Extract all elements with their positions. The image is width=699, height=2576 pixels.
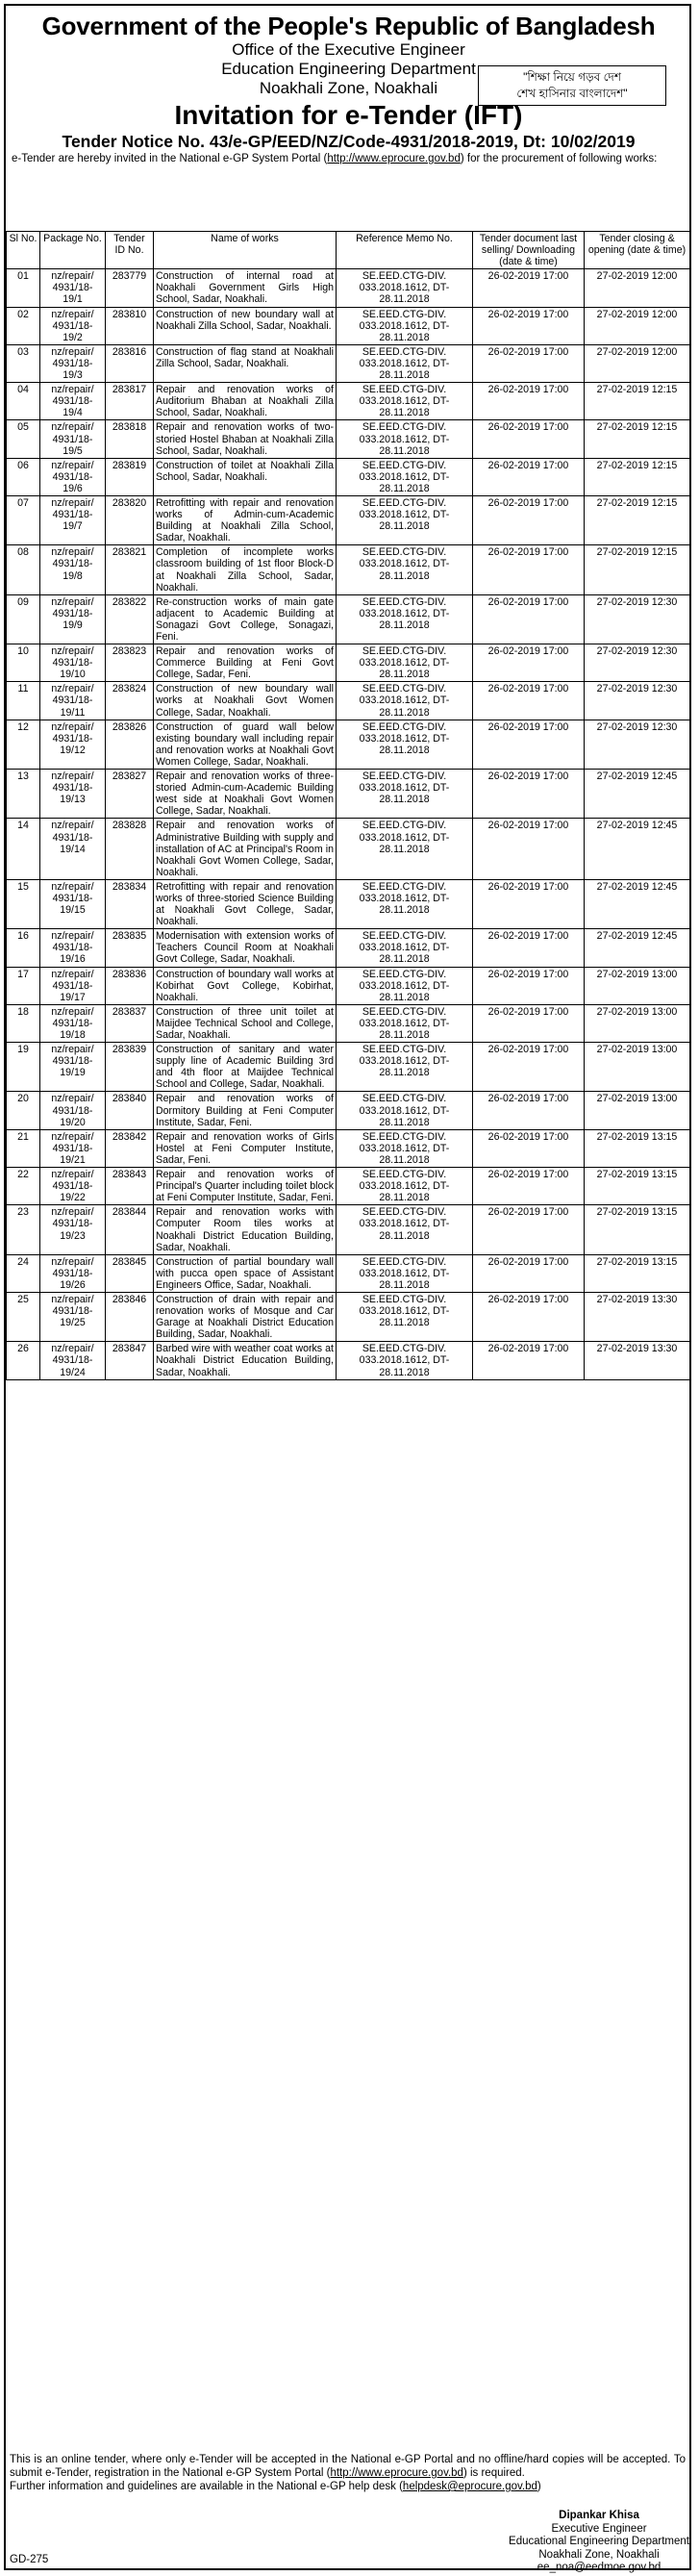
reference-memo-cell: SE.EED.CTG-DIV. 033.2018.1612, DT-28.11.2018 — [337, 1342, 473, 1379]
header-name-of-works: Name of works — [154, 232, 337, 269]
tender-id-cell: 283810 — [106, 307, 154, 344]
closing-date-cell: 27-02-2019 12:00 — [585, 269, 690, 307]
table-row — [7, 545, 690, 594]
intro-paragraph — [10, 152, 687, 165]
work-name-cell: Repair and renovation works of two-storied Hostel Bhaban at Noakhali Zilla School, Sadar, Noakhali. — [154, 420, 337, 458]
table-row — [7, 1168, 690, 1205]
reference-memo-cell: SE.EED.CTG-DIV. 033.2018.1612, DT-28.11.2018 — [337, 1254, 473, 1292]
work-name-cell: Retrofitting with repair and renovation works of Admin-cum-Academic Building at Noakhali Zilla School, Sadar, Noakhali. — [154, 495, 337, 544]
package-cell: nz/repair/ 4931/18- 19/25 — [40, 1292, 106, 1341]
sl-cell: 07 — [7, 495, 40, 544]
package-cell: nz/repair/ 4931/18- 19/22 — [40, 1168, 106, 1205]
selling-date-cell: 26-02-2019 17:00 — [473, 420, 585, 458]
work-name-cell: Repair and renovation works with Computer Room tiles works at Noakhali District Education Building, Sadar, Noakhali. — [154, 1205, 337, 1254]
eprocure-link[interactable]: http://www.eprocure.gov.bd — [327, 153, 461, 164]
header-reference-memo: Reference Memo No. — [337, 232, 473, 269]
selling-date-cell: 26-02-2019 17:00 — [473, 383, 585, 420]
work-name-cell: Repair and renovation works of Commerce Building at Feni Govt College, Sadar, Feni. — [154, 644, 337, 682]
selling-date-cell: 26-02-2019 17:00 — [473, 1254, 585, 1292]
table-row — [7, 929, 690, 967]
header-last-selling: Tender document last selling/ Downloading (date & time) — [473, 232, 585, 269]
tender-notice-number: Tender Notice No. 43/e-GP/EED/NZ/Code-4931/2018-2019, Dt: 10/02/2019 — [62, 132, 636, 151]
table-row — [7, 1254, 690, 1292]
office-line-2: Education Engineering Department — [221, 60, 476, 78]
closing-date-cell: 27-02-2019 13:00 — [585, 1092, 690, 1129]
sl-cell: 22 — [7, 1168, 40, 1205]
sl-cell: 20 — [7, 1092, 40, 1129]
work-name-cell: Construction of new boundary wall works at Noakhali Govt Women College, Sadar, Noakhali. — [154, 682, 337, 720]
work-name-cell: Repair and renovation works of Girls Hostel at Feni Computer Institute, Sadar, Feni. — [154, 1129, 337, 1167]
tender-id-cell: 283824 — [106, 682, 154, 720]
work-name-cell: Repair and renovation works of Administrative Building with supply and installation of AC at Principal's Room in Noakhali Govt Women College, Sadar, Noakhali. — [154, 819, 337, 879]
table-row — [7, 682, 690, 720]
reference-memo-cell: SE.EED.CTG-DIV. 033.2018.1612, DT-28.11.2018 — [337, 819, 473, 879]
package-cell: nz/repair/ 4931/18- 19/21 — [40, 1129, 106, 1167]
sl-cell: 04 — [7, 383, 40, 420]
footer-notes — [10, 2453, 686, 2493]
sl-cell: 06 — [7, 458, 40, 495]
package-cell: nz/repair/ 4931/18- 19/7 — [40, 495, 106, 544]
tender-id-cell: 283842 — [106, 1129, 154, 1167]
table-row — [7, 1342, 690, 1379]
signatory-name: Dipankar Khisa — [559, 2510, 639, 2521]
sl-cell: 12 — [7, 720, 40, 769]
reference-memo-cell: SE.EED.CTG-DIV. 033.2018.1612, DT-28.11.2018 — [337, 545, 473, 594]
online-tender-note — [10, 2453, 686, 2480]
reference-memo-cell: SE.EED.CTG-DIV. 033.2018.1612, DT-28.11.2018 — [337, 344, 473, 382]
sl-cell: 14 — [7, 819, 40, 879]
intro-text: e-Tender are hereby invited in the National e-GP System Portal ( — [12, 153, 328, 164]
package-cell: nz/repair/ 4931/18- 19/3 — [40, 344, 106, 382]
tender-id-cell: 283845 — [106, 1254, 154, 1292]
signatory-email: ee_noa@eedmoe.gov.bd — [537, 2562, 662, 2573]
reference-memo-cell: SE.EED.CTG-DIV. 033.2018.1612, DT-28.11.2018 — [337, 1205, 473, 1254]
signatory-title: Executive Engineer — [551, 2522, 647, 2535]
work-name-cell: Modernisation with extension works of Teachers Council Room at Noakhali Govt College, Sadar, Noakhali. — [154, 929, 337, 967]
package-cell: nz/repair/ 4931/18- 19/6 — [40, 458, 106, 495]
sl-cell: 16 — [7, 929, 40, 967]
reference-memo-cell: SE.EED.CTG-DIV. 033.2018.1612, DT-28.11.2018 — [337, 929, 473, 967]
work-name-cell: Construction of guard wall below existing boundary wall including repair and renovation works at Noakhali Govt Women College, Sadar, Noakhali. — [154, 720, 337, 769]
tender-id-cell: 283837 — [106, 1004, 154, 1042]
helpdesk-text-end: ) — [537, 2481, 541, 2492]
table-row — [7, 770, 690, 819]
tender-id-cell: 283839 — [106, 1043, 154, 1092]
work-name-cell: Construction of toilet at Noakhali Zilla School, Sadar, Noakhali. — [154, 458, 337, 495]
work-name-cell: Repair and renovation works of Principal's Quarter including toilet block at Feni Computer Institute, Sadar, Feni. — [154, 1168, 337, 1205]
sl-cell: 26 — [7, 1342, 40, 1379]
work-name-cell: Construction of boundary wall works at Kobirhat Govt College, Kobirhat, Noakhali. — [154, 967, 337, 1004]
tender-id-cell: 283818 — [106, 420, 154, 458]
reference-memo-cell: SE.EED.CTG-DIV. 033.2018.1612, DT-28.11.2018 — [337, 420, 473, 458]
tender-id-cell: 283835 — [106, 929, 154, 967]
header-sl: Sl No. — [7, 232, 40, 269]
selling-date-cell: 26-02-2019 17:00 — [473, 269, 585, 307]
selling-date-cell: 26-02-2019 17:00 — [473, 545, 585, 594]
package-cell: nz/repair/ 4931/18- 19/13 — [40, 770, 106, 819]
table-row — [7, 307, 690, 344]
sl-cell: 10 — [7, 644, 40, 682]
selling-date-cell: 26-02-2019 17:00 — [473, 495, 585, 544]
tender-id-cell: 283828 — [106, 819, 154, 879]
selling-date-cell: 26-02-2019 17:00 — [473, 1043, 585, 1092]
tender-id-cell: 283821 — [106, 545, 154, 594]
closing-date-cell: 27-02-2019 13:15 — [585, 1129, 690, 1167]
selling-date-cell: 26-02-2019 17:00 — [473, 307, 585, 344]
table-row — [7, 495, 690, 544]
tender-id-cell: 283826 — [106, 720, 154, 769]
closing-date-cell: 27-02-2019 12:15 — [585, 420, 690, 458]
work-name-cell: Construction of three unit toilet at Maijdee Technical School and College, Sadar, Noakhali. — [154, 1004, 337, 1042]
table-row — [7, 967, 690, 1004]
reference-memo-cell: SE.EED.CTG-DIV. 033.2018.1612, DT-28.11.2018 — [337, 770, 473, 819]
reference-memo-cell: SE.EED.CTG-DIV. 033.2018.1612, DT-28.11.2018 — [337, 720, 473, 769]
office-line-3: Noakhali Zone, Noakhali — [259, 79, 438, 97]
tender-table — [6, 231, 690, 1380]
selling-date-cell: 26-02-2019 17:00 — [473, 344, 585, 382]
package-cell: nz/repair/ 4931/18- 19/19 — [40, 1043, 106, 1092]
sl-cell: 19 — [7, 1043, 40, 1092]
work-name-cell: Repair and renovation works of Dormitory Building at Feni Computer Institute, Sadar, Feni. — [154, 1092, 337, 1129]
tender-id-cell: 283844 — [106, 1205, 154, 1254]
selling-date-cell: 26-02-2019 17:00 — [473, 1092, 585, 1129]
table-row — [7, 1129, 690, 1167]
table-row — [7, 720, 690, 769]
tender-id-cell: 283823 — [106, 644, 154, 682]
closing-date-cell: 27-02-2019 12:15 — [585, 545, 690, 594]
selling-date-cell: 26-02-2019 17:00 — [473, 1342, 585, 1379]
package-cell: nz/repair/ 4931/18- 19/1 — [40, 269, 106, 307]
selling-date-cell: 26-02-2019 17:00 — [473, 929, 585, 967]
tender-id-cell: 283827 — [106, 770, 154, 819]
closing-date-cell: 27-02-2019 12:30 — [585, 644, 690, 682]
closing-date-cell: 27-02-2019 12:00 — [585, 307, 690, 344]
closing-date-cell: 27-02-2019 12:45 — [585, 770, 690, 819]
tender-id-cell: 283843 — [106, 1168, 154, 1205]
work-name-cell: Barbed wire with weather coat works at Noakhali District Education Building, Sadar, Noakhali. — [154, 1342, 337, 1379]
tender-id-cell: 283822 — [106, 594, 154, 644]
work-name-cell: Repair and renovation works of three-storied Admin-cum-Academic Building west side at Noakhali Govt Women College, Sadar, Noakhali. — [154, 770, 337, 819]
table-header-row — [7, 232, 690, 269]
motto-box — [478, 65, 666, 106]
package-cell: nz/repair/ 4931/18- 19/20 — [40, 1092, 106, 1129]
tender-id-cell: 283840 — [106, 1092, 154, 1129]
selling-date-cell: 26-02-2019 17:00 — [473, 720, 585, 769]
reference-memo-cell: SE.EED.CTG-DIV. 033.2018.1612, DT-28.11.2018 — [337, 1004, 473, 1042]
package-cell: nz/repair/ 4931/18- 19/9 — [40, 594, 106, 644]
work-name-cell: Construction of sanitary and water supply line of Academic Building 3rd and 4th floor at Maijdee Technical School and College, Sadar, Noakhali. — [154, 1043, 337, 1092]
tender-id-cell: 283816 — [106, 344, 154, 382]
header-closing-opening: Tender closing & opening (date & time) — [585, 232, 690, 269]
motto-line-2: শেখ হাসিনার বাংলাদেশ" — [516, 87, 628, 100]
table-row — [7, 644, 690, 682]
work-name-cell: Construction of new boundary wall at Noakhali Zilla School, Sadar, Noakhali. — [154, 307, 337, 344]
sl-cell: 08 — [7, 545, 40, 594]
signatory-zone: Noakhali Zone, Noakhali — [538, 2548, 660, 2561]
tender-id-cell: 283819 — [106, 458, 154, 495]
package-cell: nz/repair/ 4931/18- 19/17 — [40, 967, 106, 1004]
online-tender-text-end: ) is required. — [462, 2467, 525, 2479]
tender-id-cell: 283779 — [106, 269, 154, 307]
sl-cell: 11 — [7, 682, 40, 720]
sl-cell: 25 — [7, 1292, 40, 1341]
sl-cell: 17 — [7, 967, 40, 1004]
intro-text-end: ) for the procurement of following works: — [460, 153, 658, 164]
tender-id-cell: 283817 — [106, 383, 154, 420]
helpdesk-text: Further information and guidelines are available in the National e-GP help desk ( — [10, 2481, 403, 2492]
package-cell: nz/repair/ 4931/18- 19/2 — [40, 307, 106, 344]
reference-memo-cell: SE.EED.CTG-DIV. 033.2018.1612, DT-28.11.2018 — [337, 307, 473, 344]
work-name-cell: Re-construction works of main gate adjacent to Academic Building at Sonagazi Govt College, Sonagazi, Feni. — [154, 594, 337, 644]
selling-date-cell: 26-02-2019 17:00 — [473, 819, 585, 879]
closing-date-cell: 27-02-2019 13:15 — [585, 1168, 690, 1205]
work-name-cell: Construction of partial boundary wall with pucca open space of Assistant Engineers Office, Sadar, Noakhali. — [154, 1254, 337, 1292]
signature-block — [509, 2510, 689, 2575]
signatory-dept: Educational Engineering Department — [509, 2536, 689, 2547]
tender-id-cell: 283834 — [106, 879, 154, 928]
table-row — [7, 879, 690, 928]
closing-date-cell: 27-02-2019 12:45 — [585, 819, 690, 879]
closing-date-cell: 27-02-2019 12:30 — [585, 720, 690, 769]
reference-memo-cell: SE.EED.CTG-DIV. 033.2018.1612, DT-28.11.2018 — [337, 495, 473, 544]
office-line-1: Office of the Executive Engineer — [232, 40, 465, 59]
selling-date-cell: 26-02-2019 17:00 — [473, 594, 585, 644]
table-row — [7, 819, 690, 879]
sl-cell: 23 — [7, 1205, 40, 1254]
selling-date-cell: 26-02-2019 17:00 — [473, 879, 585, 928]
sl-cell: 24 — [7, 1254, 40, 1292]
closing-date-cell: 27-02-2019 13:30 — [585, 1342, 690, 1379]
package-cell: nz/repair/ 4931/18- 19/11 — [40, 682, 106, 720]
reference-memo-cell: SE.EED.CTG-DIV. 033.2018.1612, DT-28.11.2018 — [337, 1043, 473, 1092]
reference-memo-cell: SE.EED.CTG-DIV. 033.2018.1612, DT-28.11.2018 — [337, 594, 473, 644]
table-row — [7, 420, 690, 458]
closing-date-cell: 27-02-2019 13:00 — [585, 1043, 690, 1092]
tender-id-cell: 283847 — [106, 1342, 154, 1379]
reference-memo-cell: SE.EED.CTG-DIV. 033.2018.1612, DT-28.11.2018 — [337, 1092, 473, 1129]
work-name-cell: Construction of drain with repair and renovation works of Mosque and Car Garage at Noakhali District Education Building, Sadar, Noakhali. — [154, 1292, 337, 1341]
package-cell: nz/repair/ 4931/18- 19/26 — [40, 1254, 106, 1292]
table-row — [7, 269, 690, 307]
package-cell: nz/repair/ 4931/18- 19/15 — [40, 879, 106, 928]
selling-date-cell: 26-02-2019 17:00 — [473, 1292, 585, 1341]
sl-cell: 09 — [7, 594, 40, 644]
tender-id-cell: 283846 — [106, 1292, 154, 1341]
reference-memo-cell: SE.EED.CTG-DIV. 033.2018.1612, DT-28.11.2018 — [337, 269, 473, 307]
sl-cell: 13 — [7, 770, 40, 819]
package-cell: nz/repair/ 4931/18- 19/18 — [40, 1004, 106, 1042]
tender-id-cell: 283820 — [106, 495, 154, 544]
table-row — [7, 1205, 690, 1254]
reference-memo-cell: SE.EED.CTG-DIV. 033.2018.1612, DT-28.11.2018 — [337, 644, 473, 682]
reference-memo-cell: SE.EED.CTG-DIV. 033.2018.1612, DT-28.11.2018 — [337, 458, 473, 495]
closing-date-cell: 27-02-2019 12:15 — [585, 495, 690, 544]
package-cell: nz/repair/ 4931/18- 19/16 — [40, 929, 106, 967]
work-name-cell: Construction of internal road at Noakhali Government Girls High School, Sadar, Noakhali. — [154, 269, 337, 307]
sl-cell: 21 — [7, 1129, 40, 1167]
selling-date-cell: 26-02-2019 17:00 — [473, 1004, 585, 1042]
closing-date-cell: 27-02-2019 13:00 — [585, 967, 690, 1004]
footer-eprocure-link[interactable]: http://www.eprocure.gov.bd — [330, 2467, 463, 2479]
sl-cell: 18 — [7, 1004, 40, 1042]
closing-date-cell: 27-02-2019 12:15 — [585, 383, 690, 420]
package-cell: nz/repair/ 4931/18- 19/14 — [40, 819, 106, 879]
closing-date-cell: 27-02-2019 13:30 — [585, 1292, 690, 1341]
table-row — [7, 1043, 690, 1092]
closing-date-cell: 27-02-2019 13:15 — [585, 1254, 690, 1292]
reference-memo-cell: SE.EED.CTG-DIV. 033.2018.1612, DT-28.11.2018 — [337, 1292, 473, 1341]
header-package: Package No. — [40, 232, 106, 269]
work-name-cell: Repair and renovation works of Auditorium Bhaban at Noakhali Zilla School, Sadar, Noakhali. — [154, 383, 337, 420]
package-cell: nz/repair/ 4931/18- 19/23 — [40, 1205, 106, 1254]
work-name-cell: Retrofitting with repair and renovation works of three-storied Science Building at Noakhali Govt College, Sadar, Noakhali. — [154, 879, 337, 928]
helpdesk-note — [10, 2480, 686, 2493]
table-row — [7, 594, 690, 644]
selling-date-cell: 26-02-2019 17:00 — [473, 458, 585, 495]
selling-date-cell: 26-02-2019 17:00 — [473, 644, 585, 682]
selling-date-cell: 26-02-2019 17:00 — [473, 1205, 585, 1254]
reference-memo-cell: SE.EED.CTG-DIV. 033.2018.1612, DT-28.11.2018 — [337, 1168, 473, 1205]
closing-date-cell: 27-02-2019 12:00 — [585, 344, 690, 382]
work-name-cell: Construction of flag stand at Noakhali Zilla School, Sadar, Noakhali. — [154, 344, 337, 382]
table-row — [7, 1092, 690, 1129]
sl-cell: 15 — [7, 879, 40, 928]
sl-cell: 03 — [7, 344, 40, 382]
closing-date-cell: 27-02-2019 12:30 — [585, 594, 690, 644]
selling-date-cell: 26-02-2019 17:00 — [473, 1168, 585, 1205]
sl-cell: 05 — [7, 420, 40, 458]
helpdesk-email-link[interactable]: helpdesk@eprocure.gov.bd — [402, 2481, 537, 2492]
table-row — [7, 383, 690, 420]
tender-id-cell: 283836 — [106, 967, 154, 1004]
page-title: Invitation for e-Tender (IFT) — [174, 100, 523, 130]
table-row — [7, 1004, 690, 1042]
closing-date-cell: 27-02-2019 13:15 — [585, 1205, 690, 1254]
online-tender-text: This is an online tender, where only e-Tender will be accepted in the National e-GP Portal and no offline/hard copies will be accepted. To submit e-Tender, registration in the National e-GP System Portal ( — [10, 2454, 686, 2479]
closing-date-cell: 27-02-2019 12:45 — [585, 929, 690, 967]
package-cell: nz/repair/ 4931/18- 19/10 — [40, 644, 106, 682]
motto-line-1: "শিক্ষা নিয়ে গড়ব দেশ — [523, 70, 621, 84]
reference-memo-cell: SE.EED.CTG-DIV. 033.2018.1612, DT-28.11.2018 — [337, 383, 473, 420]
gd-code: GD-275 — [10, 2554, 49, 2565]
package-cell: nz/repair/ 4931/18- 19/4 — [40, 383, 106, 420]
package-cell: nz/repair/ 4931/18- 19/5 — [40, 420, 106, 458]
government-title: Government of the People's Republic of Bangladesh — [41, 12, 656, 40]
table-row — [7, 1292, 690, 1341]
selling-date-cell: 26-02-2019 17:00 — [473, 770, 585, 819]
work-name-cell: Completion of incomplete works classroom building of 1st floor Block-D at Noakhali Zilla School, Sadar, Noakhali. — [154, 545, 337, 594]
header-tender-id: Tender ID No. — [106, 232, 154, 269]
table-row — [7, 458, 690, 495]
selling-date-cell: 26-02-2019 17:00 — [473, 1129, 585, 1167]
closing-date-cell: 27-02-2019 12:30 — [585, 682, 690, 720]
selling-date-cell: 26-02-2019 17:00 — [473, 967, 585, 1004]
reference-memo-cell: SE.EED.CTG-DIV. 033.2018.1612, DT-28.11.2018 — [337, 967, 473, 1004]
reference-memo-cell: SE.EED.CTG-DIV. 033.2018.1612, DT-28.11.2018 — [337, 1129, 473, 1167]
closing-date-cell: 27-02-2019 12:45 — [585, 879, 690, 928]
closing-date-cell: 27-02-2019 13:00 — [585, 1004, 690, 1042]
closing-date-cell: 27-02-2019 12:15 — [585, 458, 690, 495]
package-cell: nz/repair/ 4931/18- 19/8 — [40, 545, 106, 594]
reference-memo-cell: SE.EED.CTG-DIV. 033.2018.1612, DT-28.11.2018 — [337, 879, 473, 928]
table-row — [7, 344, 690, 382]
package-cell: nz/repair/ 4931/18- 19/12 — [40, 720, 106, 769]
reference-memo-cell: SE.EED.CTG-DIV. 033.2018.1612, DT-28.11.2018 — [337, 682, 473, 720]
sl-cell: 01 — [7, 269, 40, 307]
selling-date-cell: 26-02-2019 17:00 — [473, 682, 585, 720]
sl-cell: 02 — [7, 307, 40, 344]
package-cell: nz/repair/ 4931/18- 19/24 — [40, 1342, 106, 1379]
